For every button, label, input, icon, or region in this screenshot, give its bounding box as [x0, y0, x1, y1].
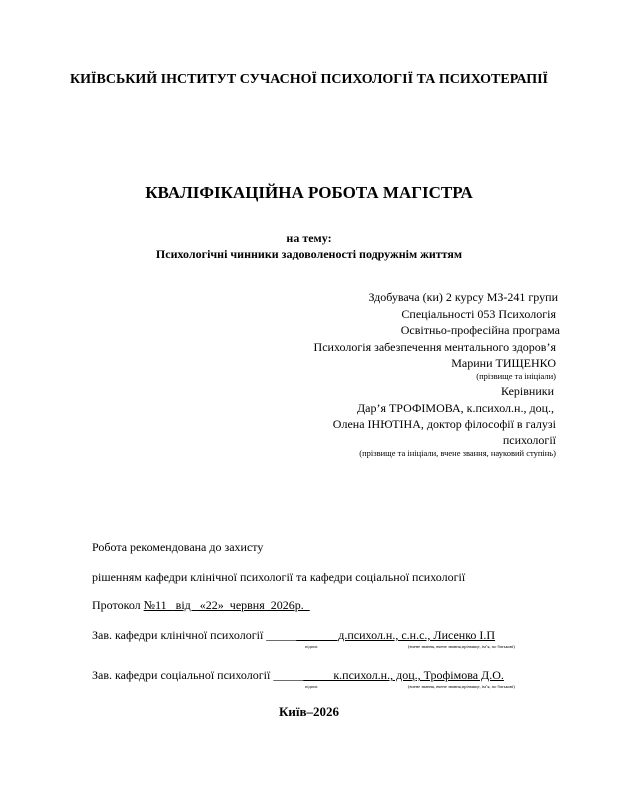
supervisor-1: Дар’я ТРОФІМОВА, к.психол.н., доц., — [356, 401, 554, 415]
protocol-line — [92, 598, 310, 613]
work-title: КВАЛІФІКАЦІЙНА РОБОТА МАГІСТРА — [145, 183, 473, 202]
protocol-date: «22» червня 2026р. — [196, 598, 310, 612]
institute-name: КИЇВСЬКИЙ ІНСТИТУТ СУЧАСНОЇ ПСИХОЛОГІЇ ТА ПСИХОТЕРАПІЇ — [70, 72, 548, 87]
social-head-name: _____к.психол.н., доц., Трофімова Д.О. — [303, 668, 504, 682]
protocol-number: №11 — [143, 598, 173, 612]
clinical-head-label: Зав. кафедри клінічної психології — [92, 628, 267, 642]
topic-label: на тему: — [286, 231, 332, 245]
clinical-head-signature-blank: _____ — [266, 628, 297, 642]
department-decision-line: рішенням кафедри клінічної психології та кафедри соціальної психології — [92, 570, 466, 584]
social-head-label: Зав. кафедри соціальної психології — [92, 668, 274, 682]
author-program-label: Освітньо-професійна програма — [400, 323, 560, 337]
recommendation-line: Робота рекомендована до захисту — [92, 540, 264, 554]
clinical-head-signature-caption: підпис — [305, 644, 318, 649]
author-course-line: Здобувача (ки) 2 курсу МЗ-241 групи — [368, 290, 558, 304]
social-head-name-caption: (вчене звання, вчене звання,прізвище, ім’я, по батькові) — [408, 684, 515, 689]
supervisor-2-cont: психології — [502, 433, 556, 447]
author-program-name: Психологія забезпечення ментального здоров’я — [313, 340, 556, 354]
author-name: Марини ТИЩЕНКО — [451, 356, 556, 370]
supervisor-2: Олена ІНЮТІНА, доктор філософії в галузі — [332, 417, 556, 431]
supervisors-caption: (прізвище та ініціали, вчене звання, науковий ступінь) — [359, 448, 556, 458]
author-name-caption: (прізвище та ініціали) — [476, 371, 556, 381]
social-head-line — [92, 668, 504, 683]
protocol-label: Протокол — [92, 598, 144, 612]
social-head-signature-caption: підпис — [305, 684, 318, 689]
protocol-date-label: від — [172, 598, 197, 612]
supervisors-label: Керівники — [501, 384, 554, 398]
clinical-head-line — [92, 628, 495, 643]
social-head-signature-blank: _____ — [273, 668, 304, 682]
clinical-head-name: _______д.психол.н., с.н.с., Лисенко І.П — [296, 628, 496, 642]
topic-title: Психологічні чинники задоволеності подружнім життям — [155, 247, 463, 261]
city-year: Київ–2026 — [278, 704, 340, 719]
clinical-head-name-caption: (вчене звання, вчене звання,прізвище, ім’я, по батькові) — [408, 644, 515, 649]
author-specialty-line: Спеціальності 053 Психологія — [401, 307, 556, 321]
